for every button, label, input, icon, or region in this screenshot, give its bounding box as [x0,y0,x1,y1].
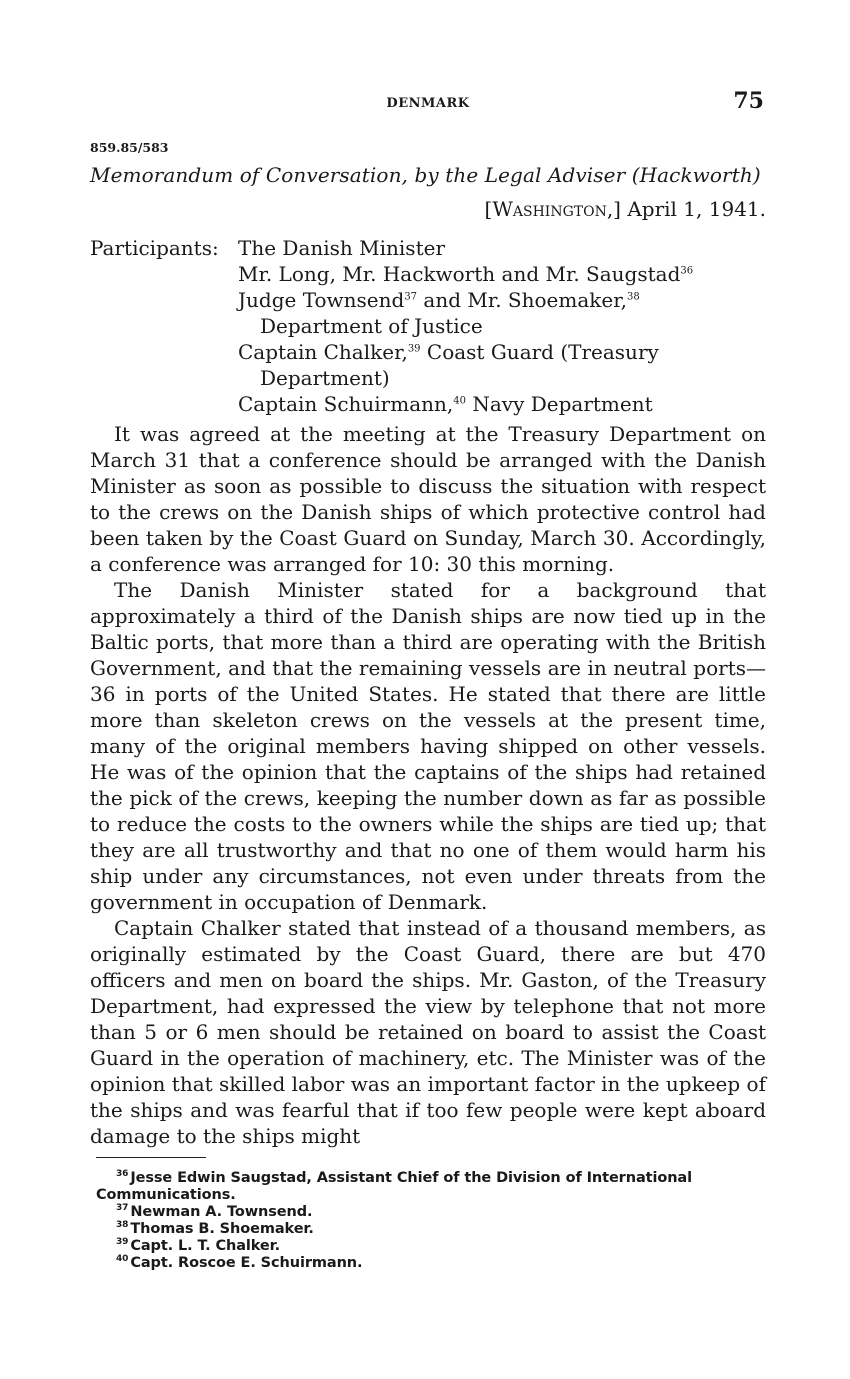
footnote-text: Capt. Roscoe E. Schuirmann. [130,1255,363,1271]
footnotes [90,1170,766,1272]
footnote-text: Thomas B. Shoemaker. [130,1221,314,1237]
footnote-ref: 40 [453,395,466,407]
footnote [90,1238,766,1255]
page-header [90,86,766,118]
participants-block [90,235,766,417]
participant-item [238,235,766,261]
footnote [90,1221,766,1238]
file-number: 859.85/583 [90,140,169,155]
footnote-mark: 36 [116,1169,129,1180]
dateline [90,197,766,221]
footnote-divider [96,1157,206,1158]
participant-item [238,391,766,417]
footnote-ref: 39 [407,343,421,355]
memorandum-body [90,421,766,1149]
participant-text: Coast Guard (Treasury Department) [260,340,659,390]
participant-item [238,287,766,339]
participant-text: and Mr. Shoemaker, [417,288,627,312]
footnote-ref: 38 [626,291,640,303]
participants-label: Participants: [90,236,219,260]
document-page [90,86,766,1272]
participant-text: Captain Chalker, [238,340,408,364]
footnote-mark: 40 [116,1254,129,1265]
participant-text: Judge Townsend [238,288,405,312]
body-paragraph: The Danish Minister stated for a background that approximately a third of the Danish ships are now tied up in the Baltic ports, that more than a third are operating with the British Government, and that the remaining vessels are in neutral ports—36 in ports of the United States. He stated that there are little more than skeleton crews on the vessels at the present time, many of the original members having shipped on other vessels. He was of the opinion that the captains of the ships had retained the pick of the crews, keeping the number down as far as possible to reduce the costs to the owners while the ships are tied up; that they are all trustworthy and that no one of them would harm his ship under any circumstances, not even under threats from the government in occupation of Denmark. [90,578,766,914]
footnote-text: Capt. L. T. Chalker. [130,1238,281,1254]
footnote-text: Jesse Edwin Saugstad, Assistant Chief of the Division of International Communications. [96,1170,692,1203]
footnote-ref: 36 [680,265,694,277]
document-title: Memorandum of Conversation, by the Legal Adviser (Hackworth) [90,163,761,187]
footnote-mark: 38 [116,1220,129,1231]
footnote-text: Newman A. Townsend. [130,1204,313,1220]
page-number: 75 [733,88,764,114]
participant-item [238,261,766,287]
footnote-mark: 39 [116,1237,129,1248]
participant-text: The Danish Minister [238,236,446,260]
participants-list [238,235,766,417]
footnote-ref: 37 [404,291,418,303]
participant-text: Department of Justice [260,314,483,338]
footnote [90,1204,766,1221]
participant-text: Mr. Long, Mr. Hackworth and Mr. Saugstad [238,262,681,286]
participant-text: Captain Schuirmann, [238,392,454,416]
running-title: DENMARK [386,96,470,111]
participant-item [238,339,766,391]
dateline-date: April 1, 1941. [627,197,766,221]
body-paragraph: Captain Chalker stated that instead of a thousand members, as originally estimated by the Coast Guard, there are but 470 officers and men on board the ships. Mr. Gaston, of the Treasury Department, had expressed the view by telephone that not more than 5 or 6 men should be retained on board to assist the Coast Guard in the operation of machinery, etc. The Minister was of the opinion that skilled labor was an important factor in the upkeep of the ships and was fearful that if too few people were kept aboard damage to the ships might [90,916,766,1148]
footnote-mark: 37 [116,1203,129,1214]
footnote [90,1255,766,1272]
dateline-place: [Washington,] [484,197,621,221]
participant-text: Navy Department [466,392,653,416]
footnote [90,1170,766,1204]
body-paragraph: It was agreed at the meeting at the Treasury Department on March 31 that a conference should be arranged with the Danish Minister as soon as possible to discuss the situation with respect to the crews on the Danish ships of which protective control had been taken by the Coast Guard on Sunday, March 30. Accordingly, a conference was arranged for 10: 30 this morning. [90,422,766,576]
